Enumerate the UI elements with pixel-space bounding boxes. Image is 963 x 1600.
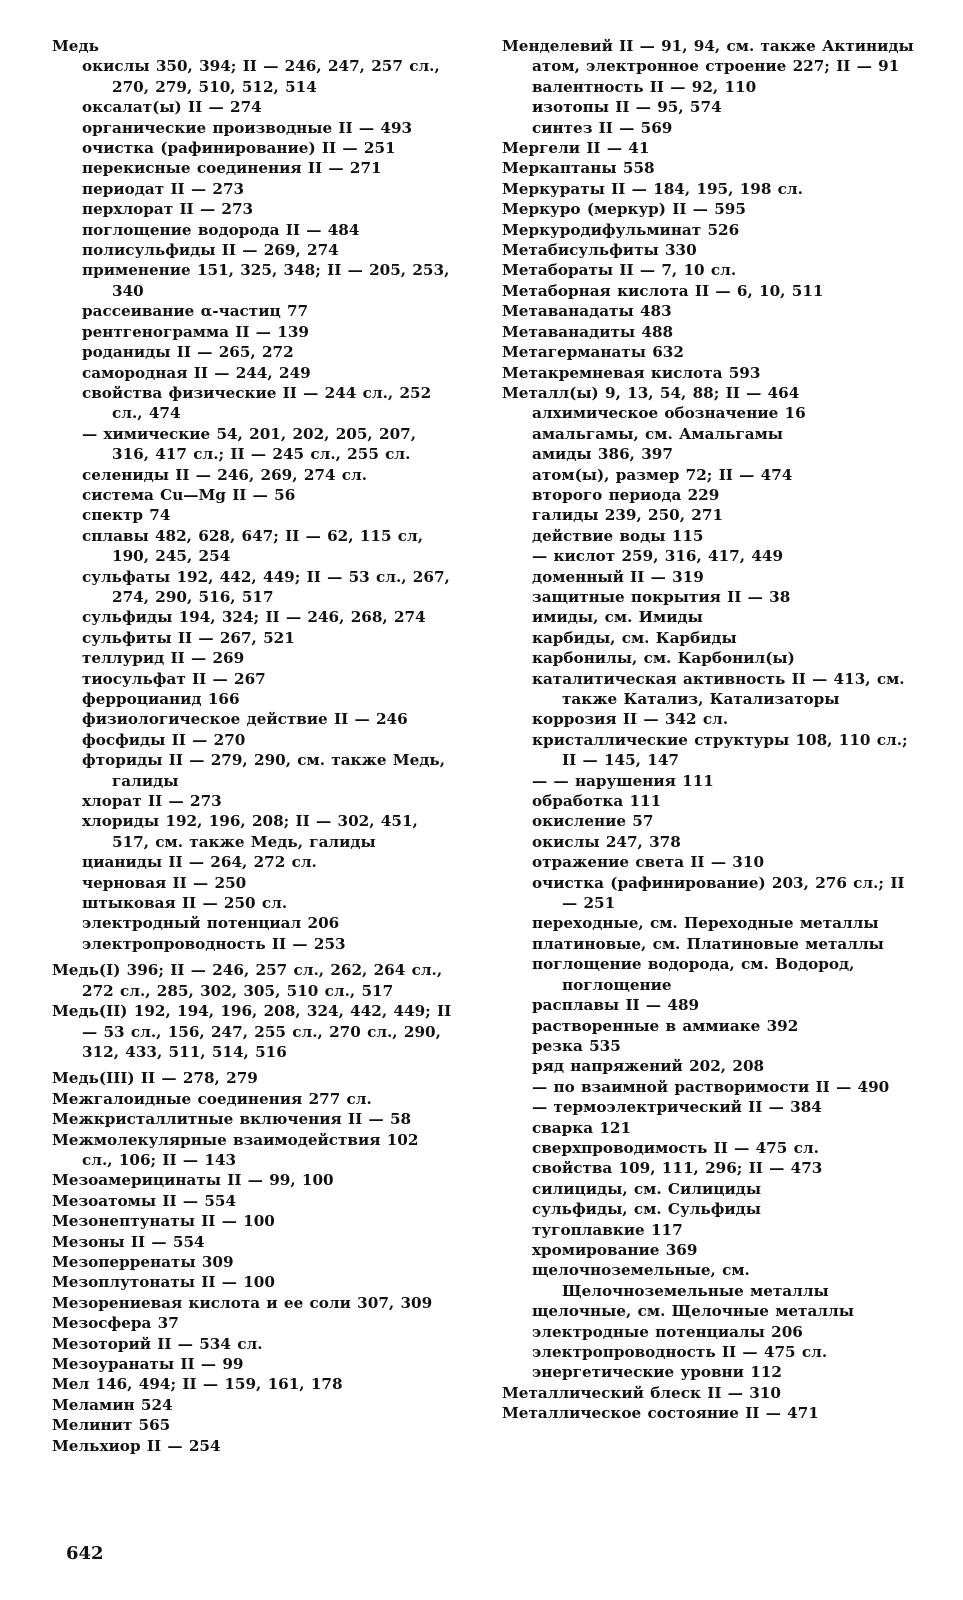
index-subentry: поглощение водорода, см. Водород, поглощение [532,955,855,994]
index-subentry: сульфиды, см. Сульфиды [532,1200,762,1219]
index-subentry: фосфиды II — 270 [82,730,246,749]
index-subentry: тиосульфат II — 267 [82,669,266,688]
index-subentry: атом(ы), размер 72; II — 474 [532,465,793,484]
index-subentry: роданиды II — 265, 272 [82,343,294,362]
index-subentry: алхимическое обозначение 16 [532,404,806,423]
index-entry: Медь(III) II — 278, 279 [52,1069,258,1088]
index-subentry: отражение света II — 310 [532,853,765,872]
index-subentry: теллурид II — 269 [82,649,245,668]
index-subentry: цианиды II — 264, 272 сл. [82,853,317,872]
index-entry: Мельхиор II — 254 [52,1436,221,1455]
index-subentry: штыковая II — 250 сл. [82,894,288,913]
index-subentry: карбиды, см. Карбиды [532,628,737,647]
index-subentry: сплавы 482, 628, 647; II — 62, 115 сл, 190, 245, 254 [82,526,424,566]
index-subentry: — по взаимной растворимости II — 490 [532,1077,890,1096]
index-entry: Мезоамерицинаты II — 99, 100 [52,1171,334,1190]
index-entry: Металл(ы) 9, 13, 54, 88; II — 464 [502,383,800,402]
index-subentry: сверхпроводимость II — 475 сл. [532,1138,819,1157]
index-entry: Метагерманаты 632 [502,343,684,362]
index-subentry: сульфаты 192, 442, 449; II — 53 сл., 267, 274, 290, 516, 517 [82,567,450,606]
index-subentry: рентгенограмма II — 139 [82,322,309,341]
index-entry: Мезоуранаты II — 99 [52,1355,244,1373]
index-subentry: энергетические уровни 112 [532,1363,782,1382]
index-subentry: ряд напряжений 202, 208 [532,1057,765,1076]
index-subentry: окисление 57 [532,812,654,831]
index-entry: Менделевий II — 91, 94, см. также Актиниды [502,37,914,55]
index-subentry: селениды II — 246, 269, 274 сл. [82,465,368,484]
index-subentry: электропроводность II — 475 сл. [532,1343,828,1361]
index-subentry: свойства физические II — 244 сл., 252 сл., 474 [82,383,432,423]
index-subentry: второго периода 229 [532,485,720,504]
index-subentry: фториды II — 279, 290, см. также Медь, галиды [82,751,445,790]
index-subentry: щелочные, см. Щелочные металлы [532,1302,854,1321]
index-entry: Меркаптаны 558 [502,159,655,178]
index-subentry: силициды, см. Силициды [532,1179,762,1198]
index-entry: Мезонептунаты II — 100 [52,1212,275,1231]
index-subentry: применение 151, 325, 348; II — 205, 253, 340 [82,261,450,300]
index-subentry: электродный потенциал 206 [82,914,340,933]
index-subentry: карбонилы, см. Карбонил(ы) [532,649,795,668]
index-subentry: каталитическая активность II — 413, см. также Катализ, Катализаторы [532,669,905,708]
index-subentry: кристаллические структуры 108, 110 сл.; II — 145, 147 [532,730,908,770]
index-subentry: поглощение водорода II — 484 [82,220,360,239]
index-entry: Метаванадаты 483 [502,302,672,321]
index-entry: Меламин 524 [52,1395,173,1414]
index-subentry: сульфиты II — 267, 521 [82,628,295,647]
index-subentry: черновая II — 250 [82,873,247,892]
index-entry: Металлический блеск II — 310 [502,1383,781,1402]
index-entry: Метабораты II — 7, 10 сл. [502,261,737,280]
index-subentry: имиды, см. Имиды [532,608,703,627]
index-entry: Меркуродифульминат 526 [502,220,740,239]
index-column-right [502,36,922,1424]
index-subentry: валентность II — 92, 110 [532,77,757,96]
index-subentry: переходные, см. Переходные металлы [532,914,879,933]
index-subentry: электропроводность II — 253 [82,934,346,953]
index-subentry: система Cu—Mg II — 56 [82,485,296,504]
index-entry: Мел 146, 494; II — 159, 161, 178 [52,1375,343,1394]
index-entry: Мезосфера 37 [52,1314,179,1333]
index-entry: Меркураты II — 184, 195, 198 сл. [502,179,803,198]
index-subentry: перекисные соединения II — 271 [82,159,382,178]
index-subentry: резка 535 [532,1036,621,1055]
index-column-left [52,36,452,1456]
index-subentry: физиологическое действие II — 246 [82,710,408,729]
index-entry: Мезоперренаты 309 [52,1252,234,1271]
index-subentry: платиновые, см. Платиновые металлы [532,934,884,953]
index-entry: Мезоны II — 554 [52,1232,205,1251]
index-subentry: — термоэлектрический II — 384 [532,1098,822,1117]
index-subentry: — кислот 259, 316, 417, 449 [532,547,784,566]
index-subentry: окислы 350, 394; II — 246, 247, 257 сл., 270, 279, 510, 512, 514 [82,57,440,96]
index-subentry: сульфиды 194, 324; II — 246, 268, 274 [82,608,426,627]
index-subentry: окислы 247, 378 [532,832,681,851]
index-subentry: щелочноземельные, см. Щелочноземельные металлы [532,1261,829,1300]
index-subentry: — химические 54, 201, 202, 205, 207, 316, 417 сл.; II — 245 сл., 255 сл. [82,424,416,464]
index-subentry: расплавы II — 489 [532,996,700,1015]
index-subentry: электродные потенциалы 206 [532,1322,803,1341]
index-entry: Медь(II) 192, 194, 196, 208, 324, 442, 449; II — 53 сл., 156, 247, 255 сл., 270 сл., 290, 312, 433, 511, 514, 516 [52,1002,452,1061]
index-subentry: тугоплавкие 117 [532,1220,683,1239]
index-subentry: амальгамы, см. Амальгамы [532,424,784,443]
index-subentry: хромирование 369 [532,1240,698,1259]
index-subentry: обработка 111 [532,792,662,811]
index-subentry: очистка (рафинирование) 203, 276 сл.; II — 251 [532,873,905,913]
index-subentry: защитные покрытия II — 38 [532,587,791,606]
index-subentry: свойства 109, 111, 296; II — 473 [532,1159,823,1178]
index-entry: Межкристаллитные включения II — 58 [52,1110,412,1129]
index-subentry: рассеивание α-частиц 77 [82,302,309,321]
index-subentry: периодат II — 273 [82,179,245,198]
index-subentry: самородная II — 244, 249 [82,363,311,382]
index-subentry: действие воды 115 [532,526,704,545]
index-subentry: перхлорат II — 273 [82,200,254,219]
index-subentry: хлориды 192, 196, 208; II — 302, 451, 517, см. также Медь, галиды [82,812,418,851]
index-entry: Метабисульфиты 330 [502,241,697,260]
index-subentry: очистка (рафинирование) II — 251 [82,139,396,158]
index-entry: Метаборная кислота II — 6, 10, 511 [502,281,824,300]
index-entry: Медь [52,37,99,55]
index-subentry: спектр 74 [82,506,171,525]
index-entry: Мезоплутонаты II — 100 [52,1273,275,1292]
index-entry: Мелинит 565 [52,1416,171,1435]
index-subentry: атом, электронное строение 227; II — 91 [532,57,900,76]
index-entry: Межгалоидные соединения 277 сл. [52,1089,372,1108]
index-entry: Металлическое состояние II — 471 [502,1404,819,1423]
index-subentry: коррозия II — 342 сл. [532,710,729,729]
index-subentry: синтез II — 569 [532,118,673,137]
index-subentry: ферроцианид 166 [82,690,240,708]
index-subentry: хлорат II — 273 [82,792,222,811]
index-entry: Мергели II — 41 [502,139,650,158]
index-entry: Метаванадиты 488 [502,322,674,341]
index-entry: Мезоторий II — 534 сл. [52,1334,263,1353]
index-subentry: галиды 239, 250, 271 [532,506,724,525]
index-entry: Меркуро (меркур) II — 595 [502,200,746,219]
index-entry: Межмолекулярные взаимодействия 102 сл., 106; II — 143 [52,1130,419,1169]
index-entry: Метакремневая кислота 593 [502,363,761,382]
index-subentry: оксалат(ы) II — 274 [82,98,262,117]
page-number: 642 [66,1543,104,1564]
index-subentry: сварка 121 [532,1118,632,1137]
index-entry: Мезорениевая кислота и ее соли 307, 309 [52,1293,433,1312]
index-entry: Мезоатомы II — 554 [52,1191,237,1210]
index-entry: Медь(I) 396; II — 246, 257 сл., 262, 264 сл., 272 сл., 285, 302, 305, 510 сл., 517 [52,961,443,1000]
index-subentry: — — нарушения 111 [532,771,714,790]
index-subentry: полисульфиды II — 269, 274 [82,241,339,260]
index-subentry: доменный II — 319 [532,567,704,586]
index-subentry: органические производные II — 493 [82,118,413,137]
index-subentry: изотопы II — 95, 574 [532,98,722,117]
index-subentry: амиды 386, 397 [532,445,673,464]
index-subentry: растворенные в аммиаке 392 [532,1016,799,1035]
